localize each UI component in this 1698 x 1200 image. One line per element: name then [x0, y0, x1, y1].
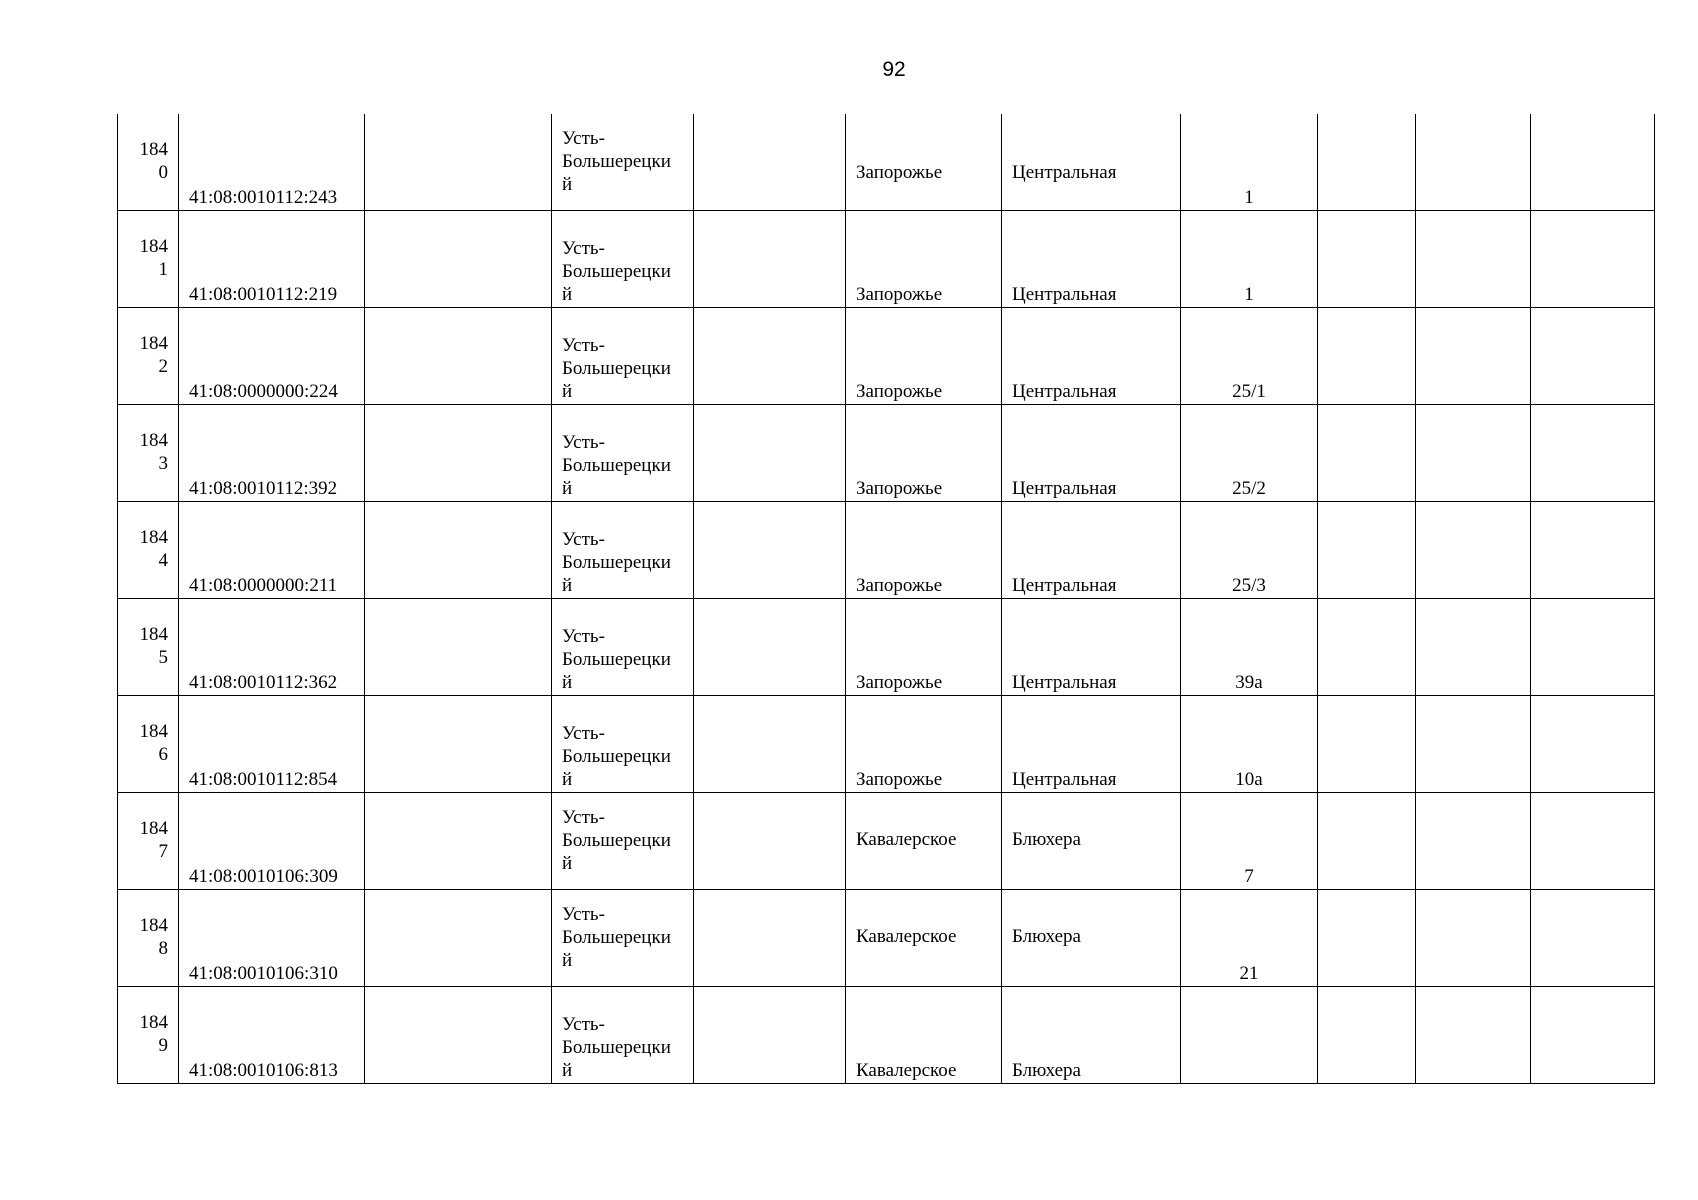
district-name: [562, 722, 692, 791]
empty-cell: [1416, 114, 1531, 211]
district-line-2: Большерецки: [562, 455, 671, 476]
district-cell: [552, 405, 694, 502]
row-number: [124, 235, 168, 281]
cadastral-number: 41:08:0010106:813: [189, 1060, 338, 1081]
empty-cell: [694, 890, 846, 987]
empty-cell: [1416, 211, 1531, 308]
row-number-part-2: 9: [158, 1035, 168, 1056]
empty-cell: [365, 890, 552, 987]
locality-cell: [846, 696, 1002, 793]
row-number: [124, 914, 168, 960]
locality-name: Кавалерское: [856, 829, 957, 850]
empty-cell: [1416, 793, 1531, 890]
district-name: [562, 334, 692, 403]
district-line-1: Усть-: [562, 238, 605, 259]
district-line-1: Усть-: [562, 529, 605, 550]
empty-cell: [365, 793, 552, 890]
street-name: Блюхера: [1012, 926, 1081, 947]
empty-cell: [694, 211, 846, 308]
district-line-2: Большерецки: [562, 358, 671, 379]
district-name: [562, 903, 692, 972]
row-number: [124, 429, 168, 475]
row-number-part-2: 6: [158, 744, 168, 765]
street-name: Центральная: [1012, 769, 1117, 790]
row-number: [124, 1011, 168, 1057]
row-number-part-1: 184: [139, 430, 168, 451]
empty-cell: [1416, 405, 1531, 502]
district-line-2: Большерецки: [562, 552, 671, 573]
street-cell: [1002, 211, 1181, 308]
empty-cell: [1531, 405, 1655, 502]
district-line-1: Усть-: [562, 432, 605, 453]
empty-cell: [694, 502, 846, 599]
house-number: 7: [1244, 866, 1254, 887]
empty-cell: [694, 793, 846, 890]
table-row: [118, 696, 1655, 793]
cadastral-number: 41:08:0010112:243: [189, 187, 338, 208]
row-number-part-2: 8: [158, 938, 168, 959]
page-number: 92: [882, 58, 906, 81]
row-number-cell: [118, 308, 179, 405]
street-cell: [1002, 793, 1181, 890]
row-number-part-2: 0: [158, 162, 168, 183]
row-number-cell: [118, 502, 179, 599]
row-number: [124, 623, 168, 669]
table-row: [118, 308, 1655, 405]
empty-cell: [1531, 793, 1655, 890]
cadastral-number: 41:08:0010106:310: [189, 963, 338, 984]
locality-cell: [846, 114, 1002, 211]
row-number-part-2: 5: [158, 647, 168, 668]
street-cell: [1002, 308, 1181, 405]
table-body: [118, 114, 1655, 1084]
district-name: [562, 806, 692, 875]
house-number: 25/2: [1232, 478, 1266, 499]
locality-cell: [846, 890, 1002, 987]
cadastral-number-cell: [179, 599, 365, 696]
empty-cell: [1318, 696, 1416, 793]
district-cell: [552, 599, 694, 696]
cadastral-number: 41:08:0000000:211: [189, 575, 338, 596]
district-name: [562, 528, 692, 597]
cadastral-number-cell: [179, 211, 365, 308]
street-cell: [1002, 502, 1181, 599]
district-line-3: й: [562, 853, 573, 874]
house-number-cell: [1181, 987, 1318, 1084]
locality-name: Запорожье: [856, 381, 943, 402]
district-line-3: й: [562, 769, 573, 790]
district-line-1: Усть-: [562, 807, 605, 828]
district-cell: [552, 114, 694, 211]
empty-cell: [1531, 308, 1655, 405]
district-cell: [552, 987, 694, 1084]
house-number: 25/3: [1232, 575, 1266, 596]
house-number: 10а: [1235, 769, 1263, 790]
empty-cell: [694, 405, 846, 502]
empty-cell: [1318, 405, 1416, 502]
empty-cell: [365, 211, 552, 308]
empty-cell: [1318, 599, 1416, 696]
empty-cell: [694, 308, 846, 405]
row-number: [124, 526, 168, 572]
house-number-cell: [1181, 114, 1318, 211]
row-number-part-1: 184: [139, 915, 168, 936]
street-name: Центральная: [1012, 284, 1117, 305]
empty-cell: [1416, 696, 1531, 793]
street-name: Блюхера: [1012, 829, 1081, 850]
row-number-cell: [118, 599, 179, 696]
empty-cell: [1318, 502, 1416, 599]
empty-cell: [365, 114, 552, 211]
district-cell: [552, 502, 694, 599]
district-line-1: Усть-: [562, 1014, 605, 1035]
street-cell: [1002, 114, 1181, 211]
empty-cell: [365, 987, 552, 1084]
row-number-part-1: 184: [139, 527, 168, 548]
empty-cell: [694, 987, 846, 1084]
district-name: [562, 431, 692, 500]
cadastral-number-cell: [179, 890, 365, 987]
locality-name: Запорожье: [856, 575, 943, 596]
locality-name: Запорожье: [856, 478, 943, 499]
street-name: Центральная: [1012, 381, 1117, 402]
locality-name: Кавалерское: [856, 926, 957, 947]
cadastral-number: 41:08:0000000:224: [189, 381, 338, 402]
table-row: [118, 211, 1655, 308]
district-line-3: й: [562, 1060, 573, 1081]
row-number-cell: [118, 211, 179, 308]
street-name: Центральная: [1012, 162, 1117, 183]
district-line-3: й: [562, 174, 573, 195]
empty-cell: [1416, 599, 1531, 696]
empty-cell: [1531, 114, 1655, 211]
row-number: [124, 138, 168, 184]
locality-name: Запорожье: [856, 162, 943, 183]
cadastral-number-cell: [179, 793, 365, 890]
locality-cell: [846, 308, 1002, 405]
district-line-3: й: [562, 284, 573, 305]
table-row: [118, 502, 1655, 599]
locality-cell: [846, 211, 1002, 308]
empty-cell: [1318, 211, 1416, 308]
empty-cell: [694, 114, 846, 211]
district-line-3: й: [562, 672, 573, 693]
locality-name: Запорожье: [856, 769, 943, 790]
cadastral-number-cell: [179, 308, 365, 405]
locality-cell: [846, 987, 1002, 1084]
cadastral-number-cell: [179, 405, 365, 502]
empty-cell: [1531, 890, 1655, 987]
empty-cell: [1531, 211, 1655, 308]
house-number: 25/1: [1232, 381, 1266, 402]
empty-cell: [1531, 696, 1655, 793]
cadastral-number: 41:08:0010112:219: [189, 284, 338, 305]
street-cell: [1002, 890, 1181, 987]
district-line-3: й: [562, 950, 573, 971]
district-name: [562, 1013, 692, 1082]
house-number-cell: [1181, 793, 1318, 890]
district-line-1: Усть-: [562, 335, 605, 356]
district-name: [562, 625, 692, 694]
house-number-cell: [1181, 308, 1318, 405]
locality-cell: [846, 502, 1002, 599]
register-table: [117, 114, 1655, 1084]
row-number-part-1: 184: [139, 333, 168, 354]
empty-cell: [1416, 308, 1531, 405]
empty-cell: [365, 308, 552, 405]
row-number-part-1: 184: [139, 139, 168, 160]
row-number: [124, 332, 168, 378]
table-row: [118, 114, 1655, 211]
district-name: [562, 127, 692, 196]
empty-cell: [1318, 114, 1416, 211]
district-line-3: й: [562, 478, 573, 499]
empty-cell: [694, 599, 846, 696]
district-cell: [552, 308, 694, 405]
empty-cell: [1416, 987, 1531, 1084]
empty-cell: [365, 405, 552, 502]
house-number: 21: [1239, 963, 1259, 984]
district-cell: [552, 211, 694, 308]
row-number-cell: [118, 793, 179, 890]
empty-cell: [1531, 599, 1655, 696]
house-number-cell: [1181, 211, 1318, 308]
district-line-2: Большерецки: [562, 1037, 671, 1058]
empty-cell: [1318, 308, 1416, 405]
street-cell: [1002, 696, 1181, 793]
row-number-cell: [118, 405, 179, 502]
row-number-part-1: 184: [139, 1012, 168, 1033]
street-name: Блюхера: [1012, 1060, 1081, 1081]
district-line-2: Большерецки: [562, 649, 671, 670]
empty-cell: [694, 696, 846, 793]
district-line-1: Усть-: [562, 626, 605, 647]
row-number-part-2: 3: [158, 453, 168, 474]
street-cell: [1002, 987, 1181, 1084]
house-number-cell: [1181, 405, 1318, 502]
district-line-3: й: [562, 381, 573, 402]
row-number-part-2: 1: [158, 259, 168, 280]
locality-name: Запорожье: [856, 672, 943, 693]
row-number-part-2: 7: [158, 841, 168, 862]
table-row: [118, 987, 1655, 1084]
district-line-3: й: [562, 575, 573, 596]
district-line-1: Усть-: [562, 904, 605, 925]
empty-cell: [1416, 502, 1531, 599]
row-number-part-1: 184: [139, 721, 168, 742]
empty-cell: [1318, 987, 1416, 1084]
locality-name: Кавалерское: [856, 1060, 957, 1081]
district-name: [562, 237, 692, 306]
row-number-part-2: 4: [158, 550, 168, 571]
street-cell: [1002, 405, 1181, 502]
row-number-cell: [118, 114, 179, 211]
table-row: [118, 405, 1655, 502]
empty-cell: [1416, 890, 1531, 987]
district-cell: [552, 793, 694, 890]
table-row: [118, 793, 1655, 890]
row-number-part-1: 184: [139, 818, 168, 839]
cadastral-number: 41:08:0010112:392: [189, 478, 338, 499]
locality-cell: [846, 793, 1002, 890]
row-number-part-1: 184: [139, 624, 168, 645]
cadastral-number: 41:08:0010112:854: [189, 769, 338, 790]
cadastral-number-cell: [179, 114, 365, 211]
row-number-cell: [118, 890, 179, 987]
locality-name: Запорожье: [856, 284, 943, 305]
house-number-cell: [1181, 599, 1318, 696]
cadastral-number-cell: [179, 502, 365, 599]
locality-cell: [846, 599, 1002, 696]
house-number: 39а: [1235, 672, 1263, 693]
empty-cell: [1531, 502, 1655, 599]
district-cell: [552, 696, 694, 793]
table-row: [118, 599, 1655, 696]
street-cell: [1002, 599, 1181, 696]
cadastral-number-cell: [179, 987, 365, 1084]
cadastral-number: 41:08:0010112:362: [189, 672, 338, 693]
district-line-2: Большерецки: [562, 151, 671, 172]
cadastral-number-cell: [179, 696, 365, 793]
district-line-2: Большерецки: [562, 927, 671, 948]
district-line-2: Большерецки: [562, 746, 671, 767]
row-number: [124, 720, 168, 766]
street-name: Центральная: [1012, 478, 1117, 499]
street-name: Центральная: [1012, 575, 1117, 596]
locality-cell: [846, 405, 1002, 502]
house-number-cell: [1181, 890, 1318, 987]
house-number-cell: [1181, 696, 1318, 793]
empty-cell: [365, 599, 552, 696]
house-number: 1: [1244, 284, 1254, 305]
row-number-cell: [118, 696, 179, 793]
row-number: [124, 817, 168, 863]
empty-cell: [1318, 890, 1416, 987]
empty-cell: [1318, 793, 1416, 890]
row-number-part-2: 2: [158, 356, 168, 377]
empty-cell: [1531, 987, 1655, 1084]
district-cell: [552, 890, 694, 987]
row-number-part-1: 184: [139, 236, 168, 257]
district-line-1: Усть-: [562, 128, 605, 149]
table-row: [118, 890, 1655, 987]
district-line-1: Усть-: [562, 723, 605, 744]
district-line-2: Большерецки: [562, 261, 671, 282]
empty-cell: [365, 502, 552, 599]
row-number-cell: [118, 987, 179, 1084]
empty-cell: [365, 696, 552, 793]
house-number: 1: [1244, 187, 1254, 208]
district-line-2: Большерецки: [562, 830, 671, 851]
house-number-cell: [1181, 502, 1318, 599]
street-name: Центральная: [1012, 672, 1117, 693]
cadastral-number: 41:08:0010106:309: [189, 866, 338, 887]
